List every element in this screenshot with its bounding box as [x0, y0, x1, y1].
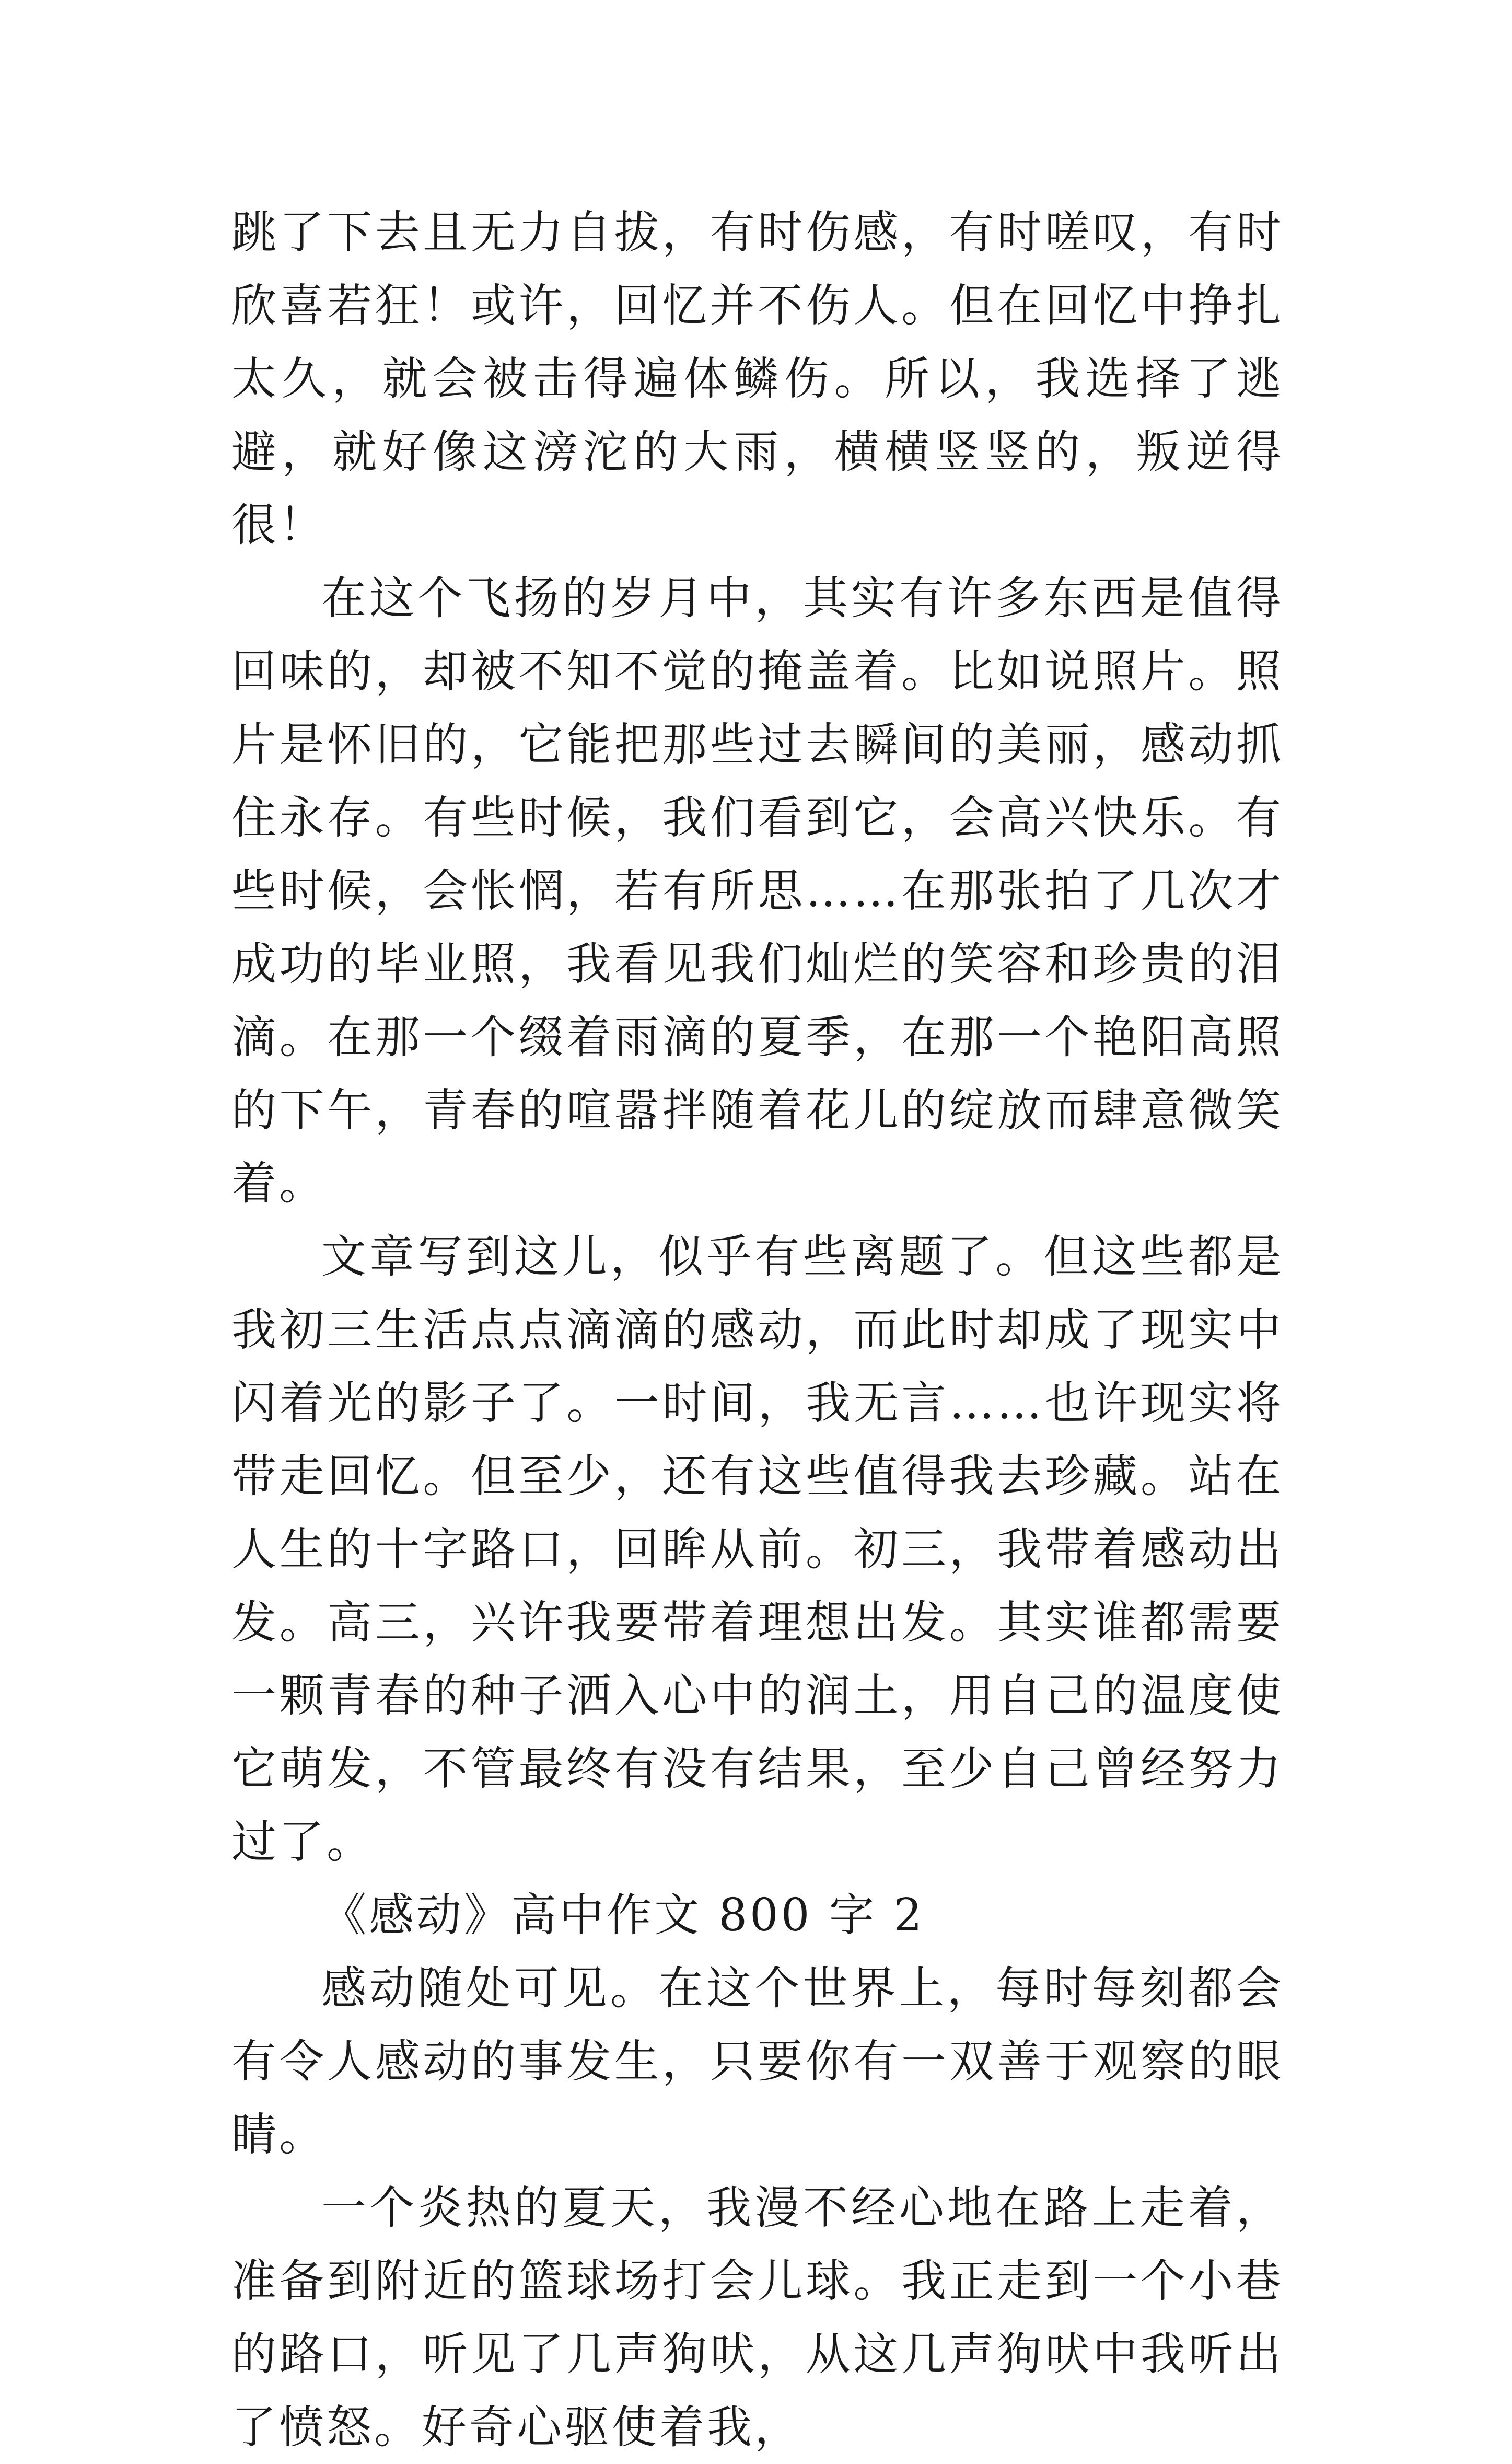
paragraph-story-2: 一个炎热的夏天，我漫不经心地在路上走着，准备到附近的篮球场打会儿球。我正走到一个小巷的路口，听见了几声狗吠，从这几声狗吠中我听出了愤怒。好奇心驱使着我，	[231, 2182, 1284, 2454]
paragraph-continuation: 跳了下去且无力自拔，有时伤感，有时嗟叹，有时欣喜若狂！或许，回忆并不伤人。但在回忆中挣扎太久，就会被击得遍体鳞伤。所以，我选择了逃避，就好像这滂沱的大雨，横横竖竖的，叛逆得很！	[231, 206, 1284, 551]
document-body	[231, 196, 1284, 2464]
essay-heading: 《感动》高中作文 800 字 2	[321, 1889, 925, 1941]
paragraph-intro-2: 感动随处可见。在这个世界上，每时每刻都会有令人感动的事发生，只要你有一双善于观察的眼睛。	[231, 1962, 1284, 2161]
paragraph-reflection: 文章写到这儿，似乎有些离题了。但这些都是我初三生活点点滴滴的感动，而此时却成了现实中闪着光的影子了。一时间，我无言……也许现实将带走回忆。但至少，还有这些值得我去珍藏。站在人生的十字路口，回眸从前。初三，我带着感动出发。高三，兴许我要带着理想出发。其实谁都需要一颗青春的种子洒入心中的润土，用自己的温度使它萌发，不管最终有没有结果，至少自己曾经努力过了。	[231, 1231, 1284, 1868]
paragraph-photos: 在这个飞扬的岁月中，其实有许多东西是值得回味的，却被不知不觉的掩盖着。比如说照片。照片是怀旧的，它能把那些过去瞬间的美丽，感动抓住永存。有些时候，我们看到它，会高兴快乐。有些时候，会怅惘，若有所思……在那张拍了几次才成功的毕业照，我看见我们灿烂的笑容和珍贵的泪滴。在那一个缀着雨滴的夏季，在那一个艳阳高照的下午，青春的喧嚣拌随着花儿的绽放而肆意微笑着。	[231, 572, 1284, 1210]
